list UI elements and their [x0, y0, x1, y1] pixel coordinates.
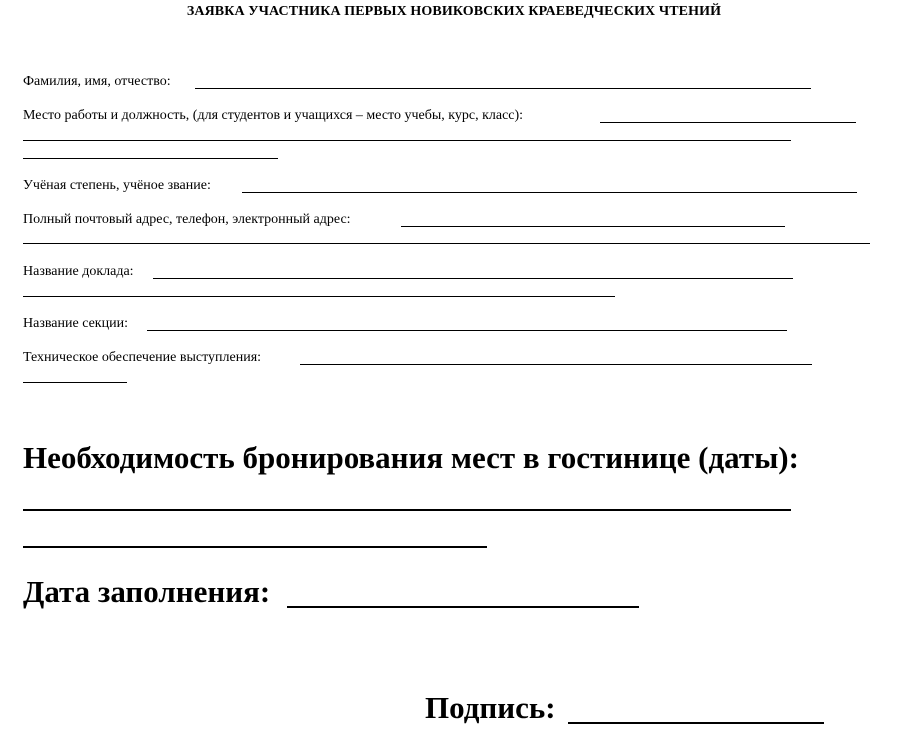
- report-title-field-line-1[interactable]: [153, 278, 793, 279]
- section-label: Название секции:: [23, 316, 128, 331]
- workplace-label: Место работы и должность, (для студентов и учащихся – место учебы, курс, класс):: [23, 108, 524, 123]
- fill-date-label: Дата заполнения:: [23, 574, 271, 609]
- full-name-field[interactable]: [195, 88, 811, 89]
- workplace-field-line-3[interactable]: [23, 158, 278, 159]
- full-name-label: Фамилия, имя, отчество:: [23, 74, 171, 89]
- tech-support-label: Техническое обеспечение выступления:: [23, 350, 262, 365]
- report-title-field-line-2[interactable]: [23, 296, 615, 297]
- degree-label: Учёная степень, учёное звание:: [23, 178, 211, 193]
- workplace-field-line-2[interactable]: [23, 140, 791, 141]
- fill-date-field[interactable]: [287, 606, 639, 608]
- hotel-booking-label: Необходимость бронирования мест в гостинице (даты):: [23, 440, 799, 475]
- workplace-field-line-1[interactable]: [600, 122, 856, 123]
- degree-field[interactable]: [242, 192, 857, 193]
- signature-field[interactable]: [568, 722, 824, 724]
- signature-label: Подпись:: [425, 690, 556, 725]
- hotel-booking-field-line-2[interactable]: [23, 546, 487, 548]
- address-label: Полный почтовый адрес, телефон, электронный адрес:: [23, 212, 351, 227]
- address-field-line-2[interactable]: [23, 243, 870, 244]
- tech-support-field-line-1[interactable]: [300, 364, 812, 365]
- form-title: ЗАЯВКА УЧАСТНИКА ПЕРВЫХ НОВИКОВСКИХ КРАЕВЕДЧЕСКИХ ЧТЕНИЙ: [186, 4, 722, 19]
- address-field-line-1[interactable]: [401, 226, 785, 227]
- hotel-booking-field-line-1[interactable]: [23, 509, 791, 511]
- tech-support-field-line-2[interactable]: [23, 382, 127, 383]
- report-title-label: Название доклада:: [23, 264, 134, 279]
- section-field[interactable]: [147, 330, 787, 331]
